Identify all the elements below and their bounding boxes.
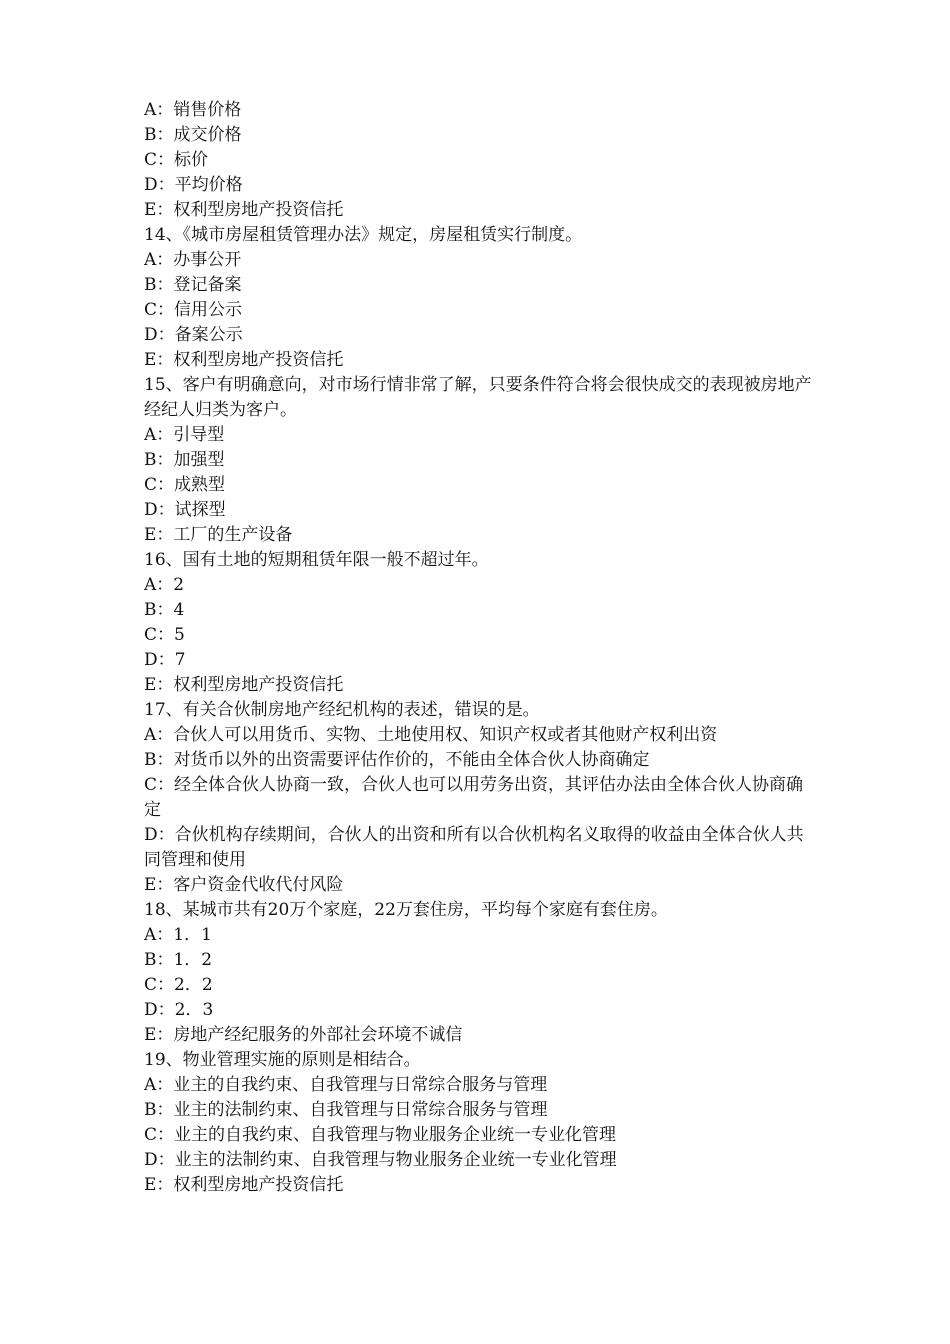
option-line: D：业主的法制约束、自我管理与物业服务企业统一专业化管理 xyxy=(144,1150,617,1170)
question-15: 15、客户有明确意向，对市场行情非常了解，只要条件符合将会很快成交的表现被房地产经纪人归类为客户。 xyxy=(144,375,812,420)
option-line: A：2 xyxy=(144,575,185,595)
option-line: E：权利型房地产投资信托 xyxy=(144,200,344,220)
option-line: B：1．2 xyxy=(144,950,213,970)
option-line: E：权利型房地产投资信托 xyxy=(144,350,344,370)
option-line: E：权利型房地产投资信托 xyxy=(144,675,344,695)
question-18: 18、某城市共有20万个家庭，22万套住房，平均每个家庭有套住房。 xyxy=(144,900,668,920)
question-17: 17、有关合伙制房地产经纪机构的表述，错误的是。 xyxy=(144,700,540,720)
question-19: 19、物业管理实施的原则是相结合。 xyxy=(144,1050,421,1070)
option-line: C：2．2 xyxy=(144,975,213,995)
option-line: B：业主的法制约束、自我管理与日常综合服务与管理 xyxy=(144,1100,548,1120)
option-line: D：试探型 xyxy=(144,500,226,520)
option-line: D：2．3 xyxy=(144,1000,214,1020)
option-line: D：合伙机构存续期间，合伙人的出资和所有以合伙机构名义取得的收益由全体合伙人共同管理和使用 xyxy=(144,825,804,870)
question-14: 14、《城市房屋租赁管理办法》规定，房屋租赁实行制度。 xyxy=(144,225,583,245)
option-line: C：业主的自我约束、自我管理与物业服务企业统一专业化管理 xyxy=(144,1125,617,1145)
question-list xyxy=(144,98,814,1198)
option-line: E：权利型房地产投资信托 xyxy=(144,1175,344,1195)
option-line: A：1．1 xyxy=(144,925,212,945)
question-16: 16、国有土地的短期租赁年限一般不超过年。 xyxy=(144,550,489,570)
option-line: A：销售价格 xyxy=(144,100,242,120)
option-line: C：5 xyxy=(144,625,185,645)
option-line: E：房地产经纪服务的外部社会环境不诚信 xyxy=(144,1025,463,1045)
option-line: D：平均价格 xyxy=(144,175,243,195)
option-line: A：引导型 xyxy=(144,425,225,445)
option-line: A：办事公开 xyxy=(144,250,242,270)
option-line: D：备案公示 xyxy=(144,325,243,345)
option-line: E：工厂的生产设备 xyxy=(144,525,293,545)
option-line: B：成交价格 xyxy=(144,125,242,145)
option-line: B：4 xyxy=(144,600,185,620)
option-line: B：加强型 xyxy=(144,450,225,470)
option-line: C：经全体合伙人协商一致，合伙人也可以用劳务出资，其评估办法由全体合伙人协商确定 xyxy=(144,775,804,820)
option-line: B：对货币以外的出资需要评估作价的，不能由全体合伙人协商确定 xyxy=(144,750,650,770)
option-line: B：登记备案 xyxy=(144,275,242,295)
option-line: C：信用公示 xyxy=(144,300,243,320)
option-line: A：业主的自我约束、自我管理与日常综合服务与管理 xyxy=(144,1075,548,1095)
option-line: C：成熟型 xyxy=(144,475,226,495)
option-line: C：标价 xyxy=(144,150,209,170)
option-line: A：合伙人可以用货币、实物、土地使用权、知识产权或者其他财产权利出资 xyxy=(144,725,718,745)
option-line: D：7 xyxy=(144,650,186,670)
option-line: E：客户资金代收代付风险 xyxy=(144,875,344,895)
